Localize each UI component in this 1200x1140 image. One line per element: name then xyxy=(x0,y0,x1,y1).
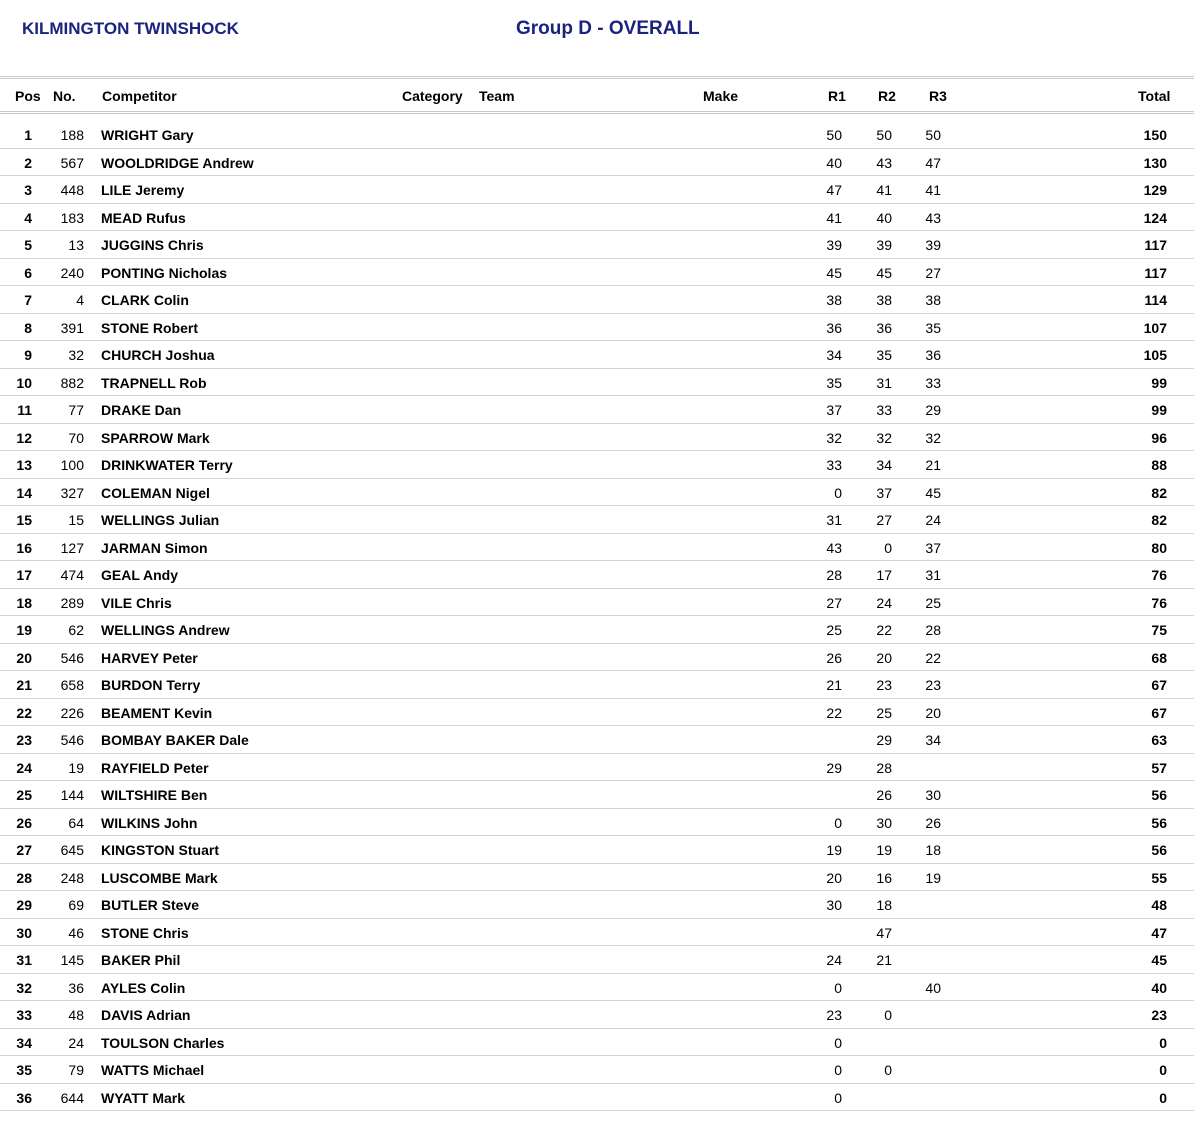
table-row xyxy=(0,231,1194,259)
total-score: 67 xyxy=(1151,677,1167,693)
rider-number: 188 xyxy=(60,127,84,143)
rider-number: 226 xyxy=(60,704,84,721)
round-2-score: 45 xyxy=(876,264,892,281)
total-score: 129 xyxy=(1143,182,1167,198)
table-row xyxy=(0,809,1194,837)
round-2-score: 38 xyxy=(876,292,892,308)
event-title: KILMINGTON TWINSHOCK xyxy=(22,19,239,38)
round-1-score: 29 xyxy=(826,759,842,776)
rider-number: 448 xyxy=(60,182,84,198)
competitor-name: AYLES Colin xyxy=(101,979,186,996)
competitor-name: PONTING Nicholas xyxy=(101,264,228,281)
competitor-name: WYATT Mark xyxy=(101,1089,186,1106)
round-2-score: 24 xyxy=(876,594,892,611)
result-position: 26 xyxy=(16,814,32,831)
table-row xyxy=(0,644,1194,672)
competitor-name: JARMAN Simon xyxy=(101,539,208,556)
rider-number: 882 xyxy=(60,374,84,391)
round-1-score: 50 xyxy=(826,127,842,143)
total-score: 23 xyxy=(1151,1007,1167,1023)
rider-number: 69 xyxy=(68,897,84,913)
round-2-score: 37 xyxy=(876,484,892,501)
round-1-score: 20 xyxy=(826,869,842,886)
competitor-name: KINGSTON Stuart xyxy=(101,842,219,858)
round-1-score: 32 xyxy=(826,429,842,446)
round-1-score: 22 xyxy=(826,704,842,721)
total-score: 45 xyxy=(1151,952,1167,968)
total-score: 76 xyxy=(1151,567,1167,583)
result-position: 25 xyxy=(16,787,32,803)
table-row xyxy=(0,891,1194,919)
round-2-score: 33 xyxy=(876,402,892,418)
table-row xyxy=(0,314,1194,342)
competitor-name: WELLINGS Andrew xyxy=(101,622,230,638)
result-position: 10 xyxy=(16,374,32,391)
rider-number: 567 xyxy=(60,154,84,171)
table-row xyxy=(0,671,1194,699)
result-position: 16 xyxy=(16,539,32,556)
competitor-name: LILE Jeremy xyxy=(101,182,185,198)
results-table-header xyxy=(0,83,1194,114)
round-1-score: 28 xyxy=(826,567,842,583)
round-3-score: 31 xyxy=(925,567,941,583)
round-2-score: 47 xyxy=(876,924,892,941)
result-position: 34 xyxy=(16,1034,32,1051)
table-row xyxy=(0,121,1194,149)
round-3-score: 41 xyxy=(925,182,941,198)
rider-number: 327 xyxy=(60,484,84,501)
round-3-score: 25 xyxy=(925,594,941,611)
rider-number: 46 xyxy=(68,924,84,941)
total-score: 82 xyxy=(1151,484,1167,501)
rider-number: 48 xyxy=(68,1007,84,1023)
result-position: 3 xyxy=(24,182,32,198)
result-position: 8 xyxy=(24,319,32,336)
top-divider xyxy=(0,76,1194,79)
round-2-score: 0 xyxy=(884,1062,892,1078)
result-position: 33 xyxy=(16,1007,32,1023)
col-header-pos: Pos xyxy=(15,88,41,104)
total-score: 88 xyxy=(1151,457,1167,473)
results-table-body xyxy=(0,121,1194,1111)
round-3-score: 19 xyxy=(925,869,941,886)
col-header-competitor: Competitor xyxy=(102,88,177,104)
rider-number: 644 xyxy=(60,1089,84,1106)
total-score: 99 xyxy=(1151,374,1167,391)
competitor-name: CHURCH Joshua xyxy=(101,347,215,363)
result-position: 17 xyxy=(16,567,32,583)
total-score: 0 xyxy=(1159,1089,1167,1106)
col-header-no: No. xyxy=(53,88,76,104)
competitor-name: DRAKE Dan xyxy=(101,402,182,418)
result-position: 24 xyxy=(16,759,32,776)
rider-number: 645 xyxy=(60,842,84,858)
result-position: 18 xyxy=(16,594,32,611)
result-position: 15 xyxy=(16,512,32,528)
result-position: 29 xyxy=(16,897,32,913)
rider-number: 183 xyxy=(60,209,84,226)
rider-number: 62 xyxy=(68,622,84,638)
round-2-score: 0 xyxy=(884,1007,892,1023)
result-position: 9 xyxy=(24,347,32,363)
competitor-name: WRIGHT Gary xyxy=(101,127,194,143)
table-row xyxy=(0,589,1194,617)
competitor-name: VILE Chris xyxy=(101,594,172,611)
competitor-name: COLEMAN Nigel xyxy=(101,484,210,501)
total-score: 117 xyxy=(1144,264,1167,281)
col-header-total: Total xyxy=(1138,88,1171,104)
table-row xyxy=(0,204,1194,232)
round-1-score: 41 xyxy=(826,209,842,226)
round-3-score: 35 xyxy=(925,319,941,336)
round-2-score: 16 xyxy=(876,869,892,886)
result-position: 5 xyxy=(24,237,32,253)
total-score: 57 xyxy=(1151,759,1167,776)
table-row xyxy=(0,479,1194,507)
round-1-score: 0 xyxy=(834,484,842,501)
round-2-score: 29 xyxy=(876,732,892,748)
total-score: 105 xyxy=(1143,347,1167,363)
total-score: 114 xyxy=(1144,292,1167,308)
competitor-name: DRINKWATER Terry xyxy=(101,457,233,473)
round-1-score: 21 xyxy=(826,677,842,693)
round-1-score: 30 xyxy=(826,897,842,913)
round-1-score: 24 xyxy=(826,952,842,968)
table-row xyxy=(0,369,1194,397)
col-header-make: Make xyxy=(703,88,739,104)
round-1-score: 25 xyxy=(826,622,842,638)
round-1-score: 47 xyxy=(826,182,842,198)
rider-number: 77 xyxy=(68,402,84,418)
round-2-score: 17 xyxy=(876,567,892,583)
rider-number: 289 xyxy=(60,594,84,611)
rider-number: 4 xyxy=(76,292,84,308)
result-position: 7 xyxy=(24,292,32,308)
round-1-score: 37 xyxy=(826,402,842,418)
round-2-score: 27 xyxy=(876,512,892,528)
col-header-r2: R2 xyxy=(878,88,896,104)
round-2-score: 21 xyxy=(876,952,892,968)
total-score: 56 xyxy=(1151,814,1167,831)
round-3-score: 18 xyxy=(925,842,941,858)
round-2-score: 26 xyxy=(876,787,892,803)
round-3-score: 34 xyxy=(925,732,941,748)
result-position: 23 xyxy=(16,732,32,748)
group-title: Group D - OVERALL xyxy=(516,18,700,39)
result-position: 19 xyxy=(16,622,32,638)
total-score: 67 xyxy=(1151,704,1167,721)
result-position: 30 xyxy=(16,924,32,941)
rider-number: 144 xyxy=(60,787,84,803)
result-position: 28 xyxy=(16,869,32,886)
competitor-name: TOULSON Charles xyxy=(101,1034,225,1051)
round-2-score: 0 xyxy=(884,539,892,556)
result-position: 20 xyxy=(16,649,32,666)
rider-number: 127 xyxy=(60,539,84,556)
table-row xyxy=(0,396,1194,424)
table-row xyxy=(0,946,1194,974)
round-2-score: 32 xyxy=(876,429,892,446)
table-row xyxy=(0,754,1194,782)
competitor-name: HARVEY Peter xyxy=(101,649,198,666)
round-1-score: 43 xyxy=(826,539,842,556)
round-2-score: 34 xyxy=(876,457,892,473)
competitor-name: DAVIS Adrian xyxy=(101,1007,191,1023)
table-row xyxy=(0,974,1194,1002)
table-row xyxy=(0,836,1194,864)
result-position: 11 xyxy=(17,402,32,418)
round-3-score: 24 xyxy=(925,512,941,528)
round-2-score: 18 xyxy=(876,897,892,913)
result-position: 22 xyxy=(16,704,32,721)
round-1-score: 27 xyxy=(826,594,842,611)
result-position: 21 xyxy=(16,677,32,693)
result-position: 32 xyxy=(16,979,32,996)
competitor-name: JUGGINS Chris xyxy=(101,237,204,253)
round-2-score: 31 xyxy=(876,374,892,391)
total-score: 96 xyxy=(1151,429,1167,446)
round-3-score: 28 xyxy=(925,622,941,638)
table-row xyxy=(0,864,1194,892)
competitor-name: CLARK Colin xyxy=(101,292,189,308)
result-position: 27 xyxy=(16,842,32,858)
round-1-score: 38 xyxy=(826,292,842,308)
rider-number: 658 xyxy=(60,677,84,693)
result-position: 6 xyxy=(24,264,32,281)
rider-number: 546 xyxy=(60,732,84,748)
round-3-score: 20 xyxy=(925,704,941,721)
round-3-score: 30 xyxy=(925,787,941,803)
rider-number: 391 xyxy=(60,319,84,336)
round-2-score: 23 xyxy=(876,677,892,693)
total-score: 80 xyxy=(1151,539,1167,556)
competitor-name: GEAL Andy xyxy=(101,567,179,583)
col-header-team: Team xyxy=(479,88,515,104)
round-3-score: 47 xyxy=(925,154,941,171)
total-score: 82 xyxy=(1151,512,1167,528)
col-header-category: Category xyxy=(402,88,463,104)
round-3-score: 38 xyxy=(925,292,941,308)
table-row xyxy=(0,1056,1194,1084)
round-1-score: 19 xyxy=(826,842,842,858)
table-row xyxy=(0,561,1194,589)
competitor-name: SPARROW Mark xyxy=(101,429,210,446)
result-position: 2 xyxy=(24,154,32,171)
rider-number: 13 xyxy=(68,237,84,253)
round-3-score: 33 xyxy=(925,374,941,391)
table-row xyxy=(0,259,1194,287)
total-score: 124 xyxy=(1143,209,1167,226)
round-2-score: 41 xyxy=(876,182,892,198)
round-3-score: 43 xyxy=(925,209,941,226)
rider-number: 240 xyxy=(60,264,84,281)
table-row xyxy=(0,726,1194,754)
round-2-score: 19 xyxy=(876,842,892,858)
round-2-score: 28 xyxy=(876,759,892,776)
table-row xyxy=(0,699,1194,727)
competitor-name: WELLINGS Julian xyxy=(101,512,220,528)
competitor-name: RAYFIELD Peter xyxy=(101,759,209,776)
competitor-name: WILTSHIRE Ben xyxy=(101,787,208,803)
round-1-score: 33 xyxy=(826,457,842,473)
total-score: 56 xyxy=(1151,787,1167,803)
total-score: 68 xyxy=(1151,649,1167,666)
rider-number: 70 xyxy=(68,429,84,446)
result-position: 36 xyxy=(16,1089,32,1106)
rider-number: 546 xyxy=(60,649,84,666)
col-header-r3: R3 xyxy=(929,88,947,104)
table-row xyxy=(0,286,1194,314)
competitor-name: BAKER Phil xyxy=(101,952,181,968)
rider-number: 36 xyxy=(68,979,84,996)
rider-number: 248 xyxy=(60,869,84,886)
competitor-name: LUSCOMBE Mark xyxy=(101,869,218,886)
competitor-name: WILKINS John xyxy=(101,814,198,831)
competitor-name: TRAPNELL Rob xyxy=(101,374,207,391)
result-position: 4 xyxy=(24,209,32,226)
round-2-score: 43 xyxy=(876,154,892,171)
rider-number: 145 xyxy=(60,952,84,968)
round-3-score: 26 xyxy=(925,814,941,831)
competitor-name: STONE Robert xyxy=(101,319,198,336)
result-position: 35 xyxy=(16,1062,32,1078)
round-2-score: 35 xyxy=(876,347,892,363)
round-1-score: 26 xyxy=(826,649,842,666)
competitor-name: BUTLER Steve xyxy=(101,897,200,913)
total-score: 63 xyxy=(1151,732,1167,748)
round-3-score: 39 xyxy=(925,237,941,253)
round-3-score: 23 xyxy=(925,677,941,693)
total-score: 0 xyxy=(1159,1062,1167,1078)
table-row xyxy=(0,506,1194,534)
rider-number: 474 xyxy=(60,567,84,583)
competitor-name: STONE Chris xyxy=(101,924,189,941)
total-score: 117 xyxy=(1144,237,1167,253)
table-row xyxy=(0,781,1194,809)
result-position: 14 xyxy=(16,484,32,501)
round-1-score: 0 xyxy=(834,1062,842,1078)
total-score: 0 xyxy=(1159,1034,1167,1051)
total-score: 75 xyxy=(1151,622,1167,638)
round-3-score: 40 xyxy=(925,979,941,996)
round-3-score: 50 xyxy=(925,127,941,143)
round-1-score: 0 xyxy=(834,979,842,996)
round-3-score: 27 xyxy=(925,264,941,281)
total-score: 40 xyxy=(1151,979,1167,996)
round-3-score: 37 xyxy=(925,539,941,556)
total-score: 107 xyxy=(1143,319,1167,336)
competitor-name: BOMBAY BAKER Dale xyxy=(101,732,249,748)
table-row xyxy=(0,1029,1194,1057)
round-2-score: 36 xyxy=(876,319,892,336)
round-1-score: 23 xyxy=(826,1007,842,1023)
competitor-name: BEAMENT Kevin xyxy=(101,704,213,721)
round-2-score: 40 xyxy=(876,209,892,226)
total-score: 76 xyxy=(1151,594,1167,611)
round-2-score: 22 xyxy=(876,622,892,638)
rider-number: 15 xyxy=(68,512,84,528)
table-row xyxy=(0,534,1194,562)
round-3-score: 22 xyxy=(925,649,941,666)
round-2-score: 50 xyxy=(876,127,892,143)
competitor-name: WOOLDRIDGE Andrew xyxy=(101,154,254,171)
col-header-r1: R1 xyxy=(828,88,846,104)
round-3-score: 32 xyxy=(925,429,941,446)
rider-number: 64 xyxy=(68,814,84,831)
rider-number: 19 xyxy=(68,759,84,776)
result-position: 31 xyxy=(16,952,32,968)
round-3-score: 36 xyxy=(925,347,941,363)
round-1-score: 0 xyxy=(834,1034,842,1051)
rider-number: 32 xyxy=(68,347,84,363)
rider-number: 24 xyxy=(68,1034,84,1051)
result-position: 12 xyxy=(16,429,32,446)
round-2-score: 30 xyxy=(876,814,892,831)
total-score: 150 xyxy=(1143,127,1167,143)
total-score: 47 xyxy=(1151,924,1167,941)
rider-number: 79 xyxy=(68,1062,84,1078)
total-score: 56 xyxy=(1151,842,1167,858)
table-row xyxy=(0,919,1194,947)
table-row xyxy=(0,149,1194,177)
competitor-name: MEAD Rufus xyxy=(101,209,186,226)
competitor-name: BURDON Terry xyxy=(101,677,201,693)
total-score: 55 xyxy=(1151,869,1167,886)
rider-number: 100 xyxy=(60,457,84,473)
table-row xyxy=(0,451,1194,479)
result-position: 13 xyxy=(16,457,32,473)
round-1-score: 45 xyxy=(826,264,842,281)
result-position: 1 xyxy=(24,127,32,143)
total-score: 99 xyxy=(1151,402,1167,418)
round-1-score: 0 xyxy=(834,1089,842,1106)
round-1-score: 0 xyxy=(834,814,842,831)
round-1-score: 35 xyxy=(826,374,842,391)
round-1-score: 40 xyxy=(826,154,842,171)
round-2-score: 25 xyxy=(876,704,892,721)
competitor-name: WATTS Michael xyxy=(101,1062,205,1078)
table-row xyxy=(0,616,1194,644)
round-3-score: 21 xyxy=(925,457,941,473)
table-row xyxy=(0,1084,1194,1112)
round-2-score: 20 xyxy=(876,649,892,666)
round-3-score: 45 xyxy=(925,484,941,501)
table-row xyxy=(0,176,1194,204)
table-row xyxy=(0,1001,1194,1029)
total-score: 130 xyxy=(1143,154,1167,171)
table-row xyxy=(0,424,1194,452)
round-3-score: 29 xyxy=(925,402,941,418)
round-2-score: 39 xyxy=(876,237,892,253)
round-1-score: 31 xyxy=(826,512,842,528)
round-1-score: 39 xyxy=(826,237,842,253)
round-1-score: 36 xyxy=(826,319,842,336)
total-score: 48 xyxy=(1151,897,1167,913)
round-1-score: 34 xyxy=(826,347,842,363)
table-row xyxy=(0,341,1194,369)
